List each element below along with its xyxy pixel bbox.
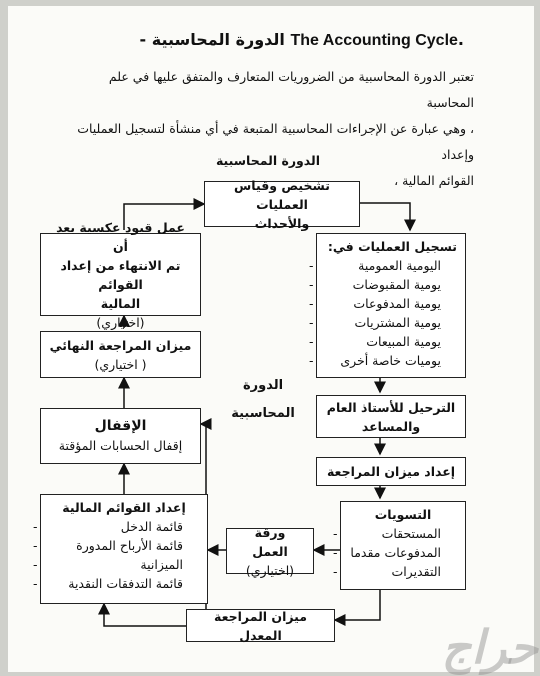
box-identify-transactions [204,177,360,231]
adjustments-title: التسويات [374,507,432,522]
intro-line: ، وهي عبارة عن الإجراءات المحاسبية المتبعة في أي منشأة لتسجيل العمليات وإعداد [77,121,474,162]
post-closing-title: ميزان المراجعة النهائي [49,337,192,353]
diagram-title: الدورة المحاسبية [215,153,321,168]
closing-title: الإقفال [94,418,147,434]
worksheet-title: ورقة العمل [252,524,288,559]
reversing-line: عمل قيود عكسية بعد أن [56,219,185,254]
post-closing-optional: ( اختياري) [94,356,147,372]
box-posting-line: والمساعد [361,418,421,434]
closing-subtitle: إقفال الحسابات المؤقتة [58,438,183,453]
cycle-center-line: المحاسبية [231,406,295,421]
record-title: تسجيل العمليات في: [327,239,457,254]
list-item: يومية المشتريات - [325,313,441,332]
list-item: التقديرات - [349,562,441,581]
box-trial-balance-label: إعداد ميزان المراجعة [326,464,456,479]
box-posting-line: الترحيل للأستاذ العام [326,399,456,415]
box-closing [40,408,201,464]
box-record-transactions [316,233,466,378]
list-item: اليومية العمومية - [325,256,441,275]
box-worksheet [226,524,314,578]
list-item: قائمة الدخل - [49,517,183,536]
box-identify-line: والأحداث [254,215,310,231]
reversing-line: تم الانتهاء من إعداد القوائم [60,257,181,292]
arrow-identify-to-record [360,203,410,230]
cycle-center-label [218,372,308,428]
list-item: يومية المقبوضات - [325,275,441,294]
reversing-line: المالية [100,295,141,311]
statements-list [49,517,199,593]
box-reversing-entries [40,219,201,330]
intro-line: تعتبر الدورة المحاسبية من الضروريات المتعارف والمتفق عليها في علم المحاسبة [108,69,474,110]
arrow-adjusted-to-statements [104,604,186,626]
box-trial-balance [316,457,466,486]
heading-dot: . [457,30,464,49]
heading-arabic: الدورة المحاسبية [151,30,285,49]
box-posting-ledger [316,395,466,438]
heading-english: The Accounting Cycle [290,32,458,49]
intro-line: القوائم المالية ، [394,173,474,188]
heading-dash: - [139,30,147,49]
adjustments-list [349,524,457,581]
reversing-optional: (اختياري) [96,314,145,330]
site-watermark-logo: حراج [441,620,538,674]
box-adjustments [340,501,466,590]
list-item: يوميات خاصة أخرى - [325,351,441,370]
list-item: المستحقات - [349,524,441,543]
cycle-center-line: الدورة [242,378,284,393]
adjusted-trial-balance-label: ميزان المراجعة المعدل [214,608,307,643]
worksheet-optional: (اختياري) [245,562,295,578]
list-item: قائمة الأرباح المدورة - [49,536,183,555]
list-item: يومية المدفوعات - [325,294,441,313]
document-page [8,6,538,674]
list-item: قائمة التدفقات النقدية - [49,574,183,593]
list-item: المدفوعات مقدما - [349,543,441,562]
list-item: الميزانية - [49,555,183,574]
box-financial-statements [40,494,208,604]
statements-title: إعداد القوائم المالية [62,500,186,515]
arrow-adjustments-to-adjusted [335,590,380,620]
box-identify-line: تشخيص وقياس العمليات [234,177,330,212]
list-item: يومية المبيعات - [325,332,441,351]
box-post-closing-trial-balance [40,331,201,378]
record-journals-list [325,256,457,370]
box-adjusted-trial-balance [186,609,335,642]
